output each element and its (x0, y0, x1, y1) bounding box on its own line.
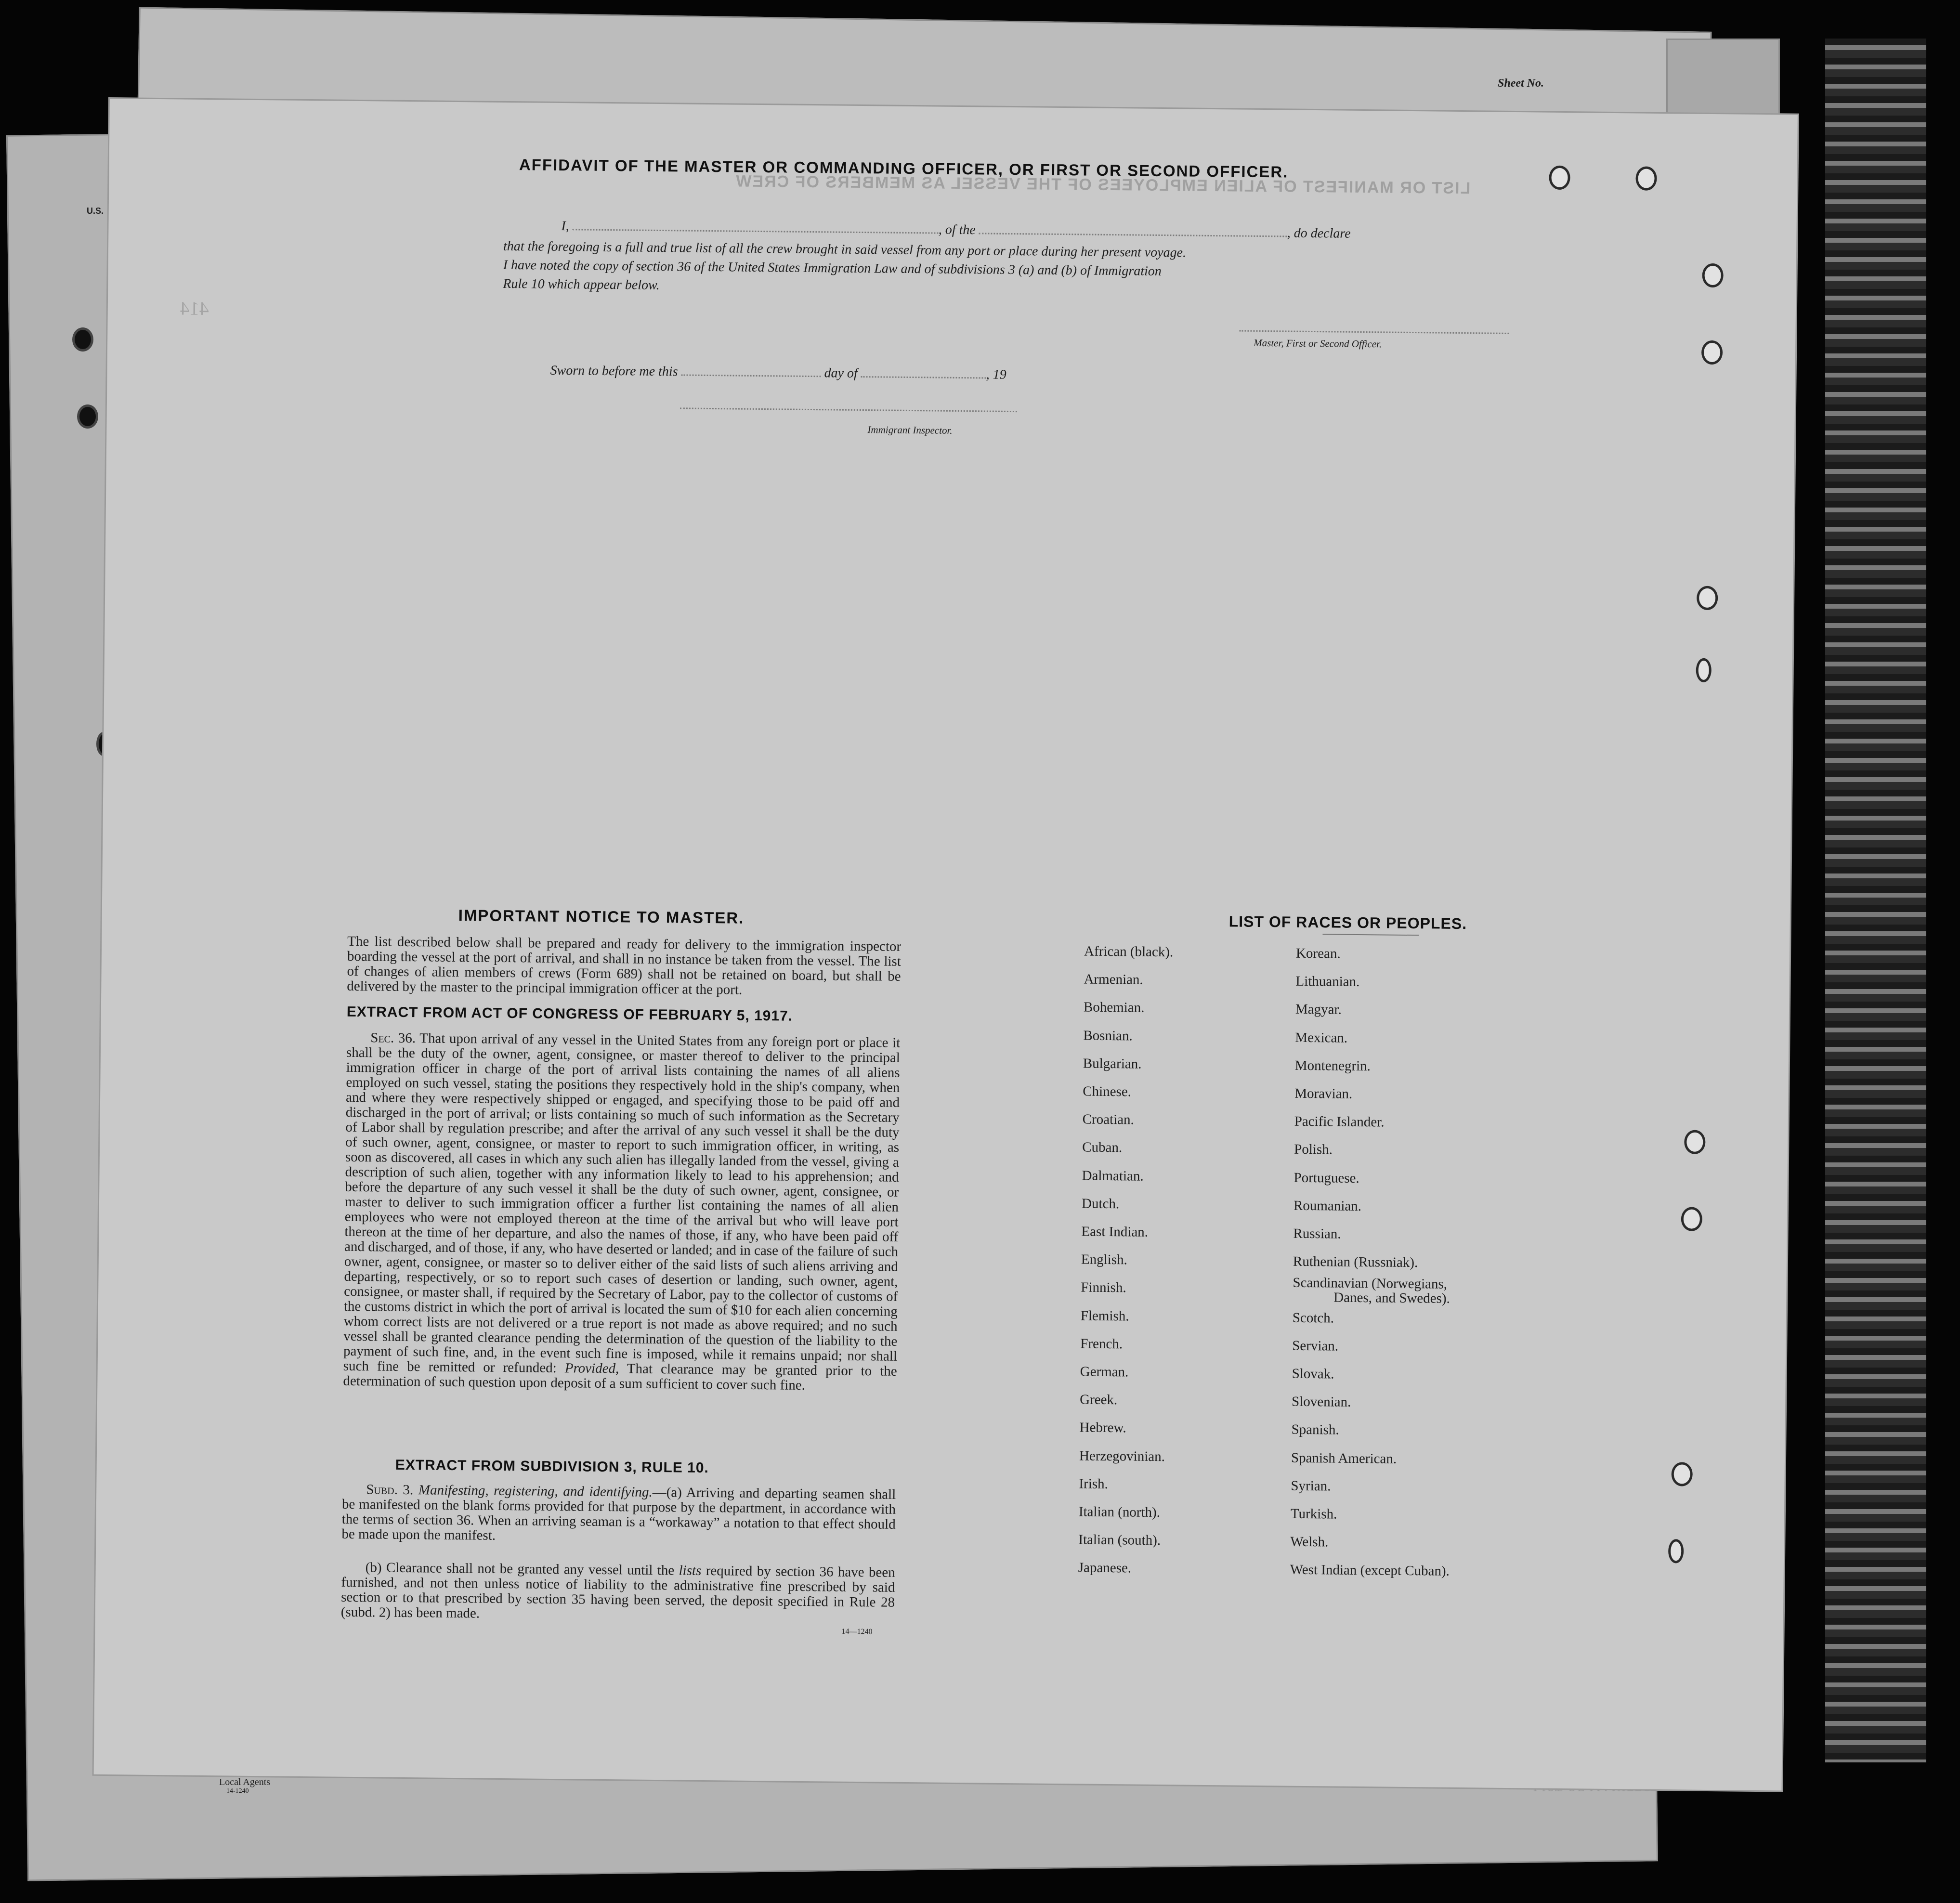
punch-hole (1696, 658, 1712, 682)
punch-hole (1701, 340, 1723, 365)
inspector-signature-line[interactable] (680, 407, 1017, 412)
race-item: African (black). (1084, 943, 1174, 960)
race-item: Croatian. (1082, 1111, 1135, 1128)
race-item: Dalmatian. (1082, 1168, 1144, 1184)
bleed-through-heading: LIST OR MANIFEST OF ALIEN EMPLOYEES OF THE VESSEL AS MEMBERS OF CREW (735, 172, 1471, 198)
sworn-label: Sworn to before me this (550, 363, 678, 379)
race-item: Portuguese. (1294, 1170, 1359, 1186)
race-item: Greek. (1080, 1392, 1118, 1408)
race-item: Flemish. (1080, 1308, 1129, 1324)
inspector-label: Immigrant Inspector. (867, 424, 953, 436)
affidavit-line-2: that the foregoing is a full and true list of all the crew brought in said vessel from any port or place during her present voyage. (503, 238, 1187, 261)
race-item: Spanish. (1291, 1422, 1339, 1438)
under-form-code: 14-1240 (226, 1787, 249, 1795)
affidavit-of-the: , of the (938, 222, 976, 238)
punch-hole (1668, 1539, 1684, 1563)
extract2-b-lead: (b) Clearance shall not be granted any vessel until the (365, 1560, 675, 1578)
punch-hole (1684, 1130, 1705, 1154)
race-item: Montenegrin. (1294, 1057, 1371, 1074)
affidavit-line-3: I have noted the copy of section 36 of the United States Immigration Law and of subdivisions 3 (a) and (b) of Immigration (503, 257, 1162, 279)
race-item: Syrian. (1291, 1478, 1331, 1494)
extract1-provided: Provided, (564, 1360, 619, 1377)
master-signature-label: Master, First or Second Officer. (1254, 337, 1382, 350)
punch-hole (72, 327, 93, 352)
affidavit-sheet (94, 99, 1798, 1790)
extract2-title: EXTRACT FROM SUBDIVISION 3, RULE 10. (395, 1457, 709, 1476)
race-item: Bosnian. (1083, 1028, 1133, 1044)
extract2-body-b (341, 1560, 895, 1625)
name-field[interactable] (573, 229, 939, 234)
sheet-number-label: Sheet No. (1498, 77, 1544, 90)
race-item: Armenian. (1084, 971, 1143, 988)
race-item: Italian (south). (1078, 1532, 1161, 1549)
races-title-rule (1322, 934, 1419, 936)
affidavit-i: I, (561, 219, 569, 234)
race-item: Herzegovinian. (1079, 1448, 1165, 1464)
race-item: Japanese. (1078, 1560, 1132, 1576)
race-item: Italian (north). (1078, 1504, 1161, 1521)
race-item: Korean. (1295, 945, 1341, 962)
race-item: Polish. (1294, 1142, 1333, 1158)
extract2-body-a (341, 1482, 896, 1547)
extract1-title: EXTRACT FROM ACT OF CONGRESS OF FEBRUARY 5, 1917. (346, 1004, 793, 1024)
master-signature-line[interactable] (1239, 330, 1509, 334)
extract1-text: That upon arrival of any vessel in the United States from any foreign port or place it shall be the duty of the owner, agent, consignee, or master thereof to deliver to the principal immigration officer in charge of the port of arrival lists containing the names of all aliens employed on such vessel, stating the positions they respectively hold in the ship's company, when and where they were respectively shipped or engaged, and specifying those to be paid off and discharged in the port of arrival; or lists containing so much of such information as the Secretary of Labor shall by regulation prescribe; and after the arrival of any such vessel it shall be the duty of such owner, agent, consignee, or master to report to such immigration officer, in writing, as soon as discovered, all cases in which any such alien has illegally landed from the vessel, giving a description of such alien, together with any information likely to lead to his apprehension; and before the departure of any such vessel it shall be the duty of such owner, agent, consignee, or master to deliver to such immigration officer a further list containing the names of all alien employees who were not employed thereon at the time of the arrival but who will leave port thereon at the time of her departure, and also the names of those, if any, who have been paid off and discharged, and of those, if any, who have deserted or landed; and in case of the failure of such owner, agent, consignee, or master so to deliver either of the said lists of such aliens arriving and departing, respectively, or so to report such cases of desertion or landing, such owner, agent, consignee, or master shall, if required by the Secretary of Labor, pay to the collector of customs of the customs district in which the port of arrival is located the sum of $10 for each alien concerning whom correct lists are not delivered or a true report is not made as above required; and no such vessel shall be granted clearance pending the determination of the question of the liability to the payment of such fine, and, in the event such fine is imposed, while it remains unpaid; nor shall such fine be remitted or refunded: (343, 1030, 901, 1376)
bleed-through-number: 414 (180, 297, 209, 319)
punch-hole (1549, 166, 1570, 190)
race-item: Slovenian. (1291, 1394, 1351, 1410)
race-item: Irish. (1079, 1476, 1109, 1492)
race-item: Cuban. (1082, 1139, 1123, 1156)
notice-body: The list described below shall be prepared and ready for delivery to the immigration inspector boarding the vessel at the port of arrival, and shall in no instance be taken from the vessel. The list of changes of alien members of crews (Form 689) shall not be retained on board, but shall be delivered by the master to the principal immigration officer at the port. (347, 933, 902, 998)
race-item: East Indian. (1081, 1224, 1149, 1240)
extract2-b-italic: lists (679, 1563, 702, 1578)
affidavit-do-declare: , do declare (1287, 225, 1351, 241)
punch-hole (1635, 166, 1657, 190)
extract1-lead: Sec. 36. (370, 1030, 416, 1046)
affidavit-title: AFFIDAVIT OF THE MASTER OR COMMANDING OFFICER, OR FIRST OR SECOND OFFICER. (519, 156, 1289, 181)
race-item: Finnish. (1081, 1279, 1126, 1296)
race-item: Chinese. (1083, 1083, 1132, 1100)
race-scandinavian-continued: Danes, and Swedes). (1333, 1290, 1450, 1307)
race-item: English. (1081, 1251, 1127, 1268)
race-item: Slovak. (1292, 1366, 1334, 1382)
race-item: Spanish American. (1291, 1450, 1397, 1467)
race-item: Pacific Islander. (1294, 1113, 1385, 1130)
sworn-line (550, 363, 1006, 383)
extract2-lead: Subd. 3. (366, 1482, 414, 1498)
form-code: 14—1240 (841, 1627, 873, 1636)
year-prefix: , 19 (986, 367, 1006, 382)
race-item: West Indian (except Cuban). (1290, 1562, 1450, 1579)
sworn-day-field[interactable] (681, 374, 821, 377)
race-item: Scotch. (1292, 1310, 1334, 1326)
affidavit-declaration-line (561, 219, 1534, 243)
race-item: Bohemian. (1083, 999, 1145, 1016)
vessel-field[interactable] (979, 233, 1287, 237)
notice-title: IMPORTANT NOTICE TO MASTER. (458, 906, 745, 927)
extract1-tail: That clearance may be granted prior to the determination of such question upon deposit of a sum sufficient to cover such fine. (343, 1361, 897, 1393)
race-item: Moravian. (1294, 1085, 1353, 1102)
race-item: Ruthenian (Russniak). (1293, 1253, 1418, 1271)
day-of-label: day of (824, 365, 858, 381)
race-item: Welsh. (1290, 1534, 1329, 1550)
local-agents-label: Local Agents (219, 1777, 271, 1787)
punch-hole (77, 404, 98, 429)
race-item: Lithuanian. (1295, 973, 1360, 990)
punch-hole (1671, 1462, 1692, 1486)
race-item: Dutch. (1081, 1196, 1120, 1212)
punch-hole (1681, 1207, 1702, 1231)
affidavit-line-4: Rule 10 which appear below. (503, 276, 660, 293)
binding-edge (1825, 39, 1926, 1762)
race-item: Russian. (1293, 1225, 1341, 1242)
race-item: Turkish. (1290, 1506, 1337, 1522)
extract1-body (343, 1030, 900, 1394)
punch-hole (1702, 263, 1723, 287)
extract2-text-a: —(a) Arriving and departing seamen shall be manifested on the blank forms provided for that purpose by the department, in accordance with the terms of section 36. When an arriving seaman is a “workaway” a notation to that effect should be made upon the manifest. (341, 1484, 896, 1543)
race-item: Magyar. (1295, 1002, 1342, 1018)
race-item: Servian. (1292, 1338, 1339, 1354)
us-mark: U.S. (87, 206, 104, 216)
extract2-italic: Manifesting, registering, and identifying. (418, 1482, 653, 1500)
races-title: LIST OF RACES OR PEOPLES. (1228, 912, 1467, 933)
race-item: Hebrew. (1079, 1420, 1126, 1436)
race-item: Bulgarian. (1083, 1056, 1142, 1072)
race-item: Scandinavian (Norwegians, (1293, 1275, 1448, 1292)
race-item: German. (1080, 1364, 1129, 1380)
race-item: Roumanian. (1293, 1198, 1362, 1214)
race-item: French. (1080, 1336, 1123, 1352)
extract2-b-rest: required by section 36 have been furnished, and not then unless notice of liability to the administrative fine prescribed by said section or to that prescribed by section 35 having been served, the deposit specified in Rule 28 (subd. 2) has been made. (340, 1563, 895, 1621)
race-item: Mexican. (1295, 1030, 1348, 1046)
sworn-month-field[interactable] (861, 376, 986, 378)
punch-hole (1697, 586, 1718, 610)
